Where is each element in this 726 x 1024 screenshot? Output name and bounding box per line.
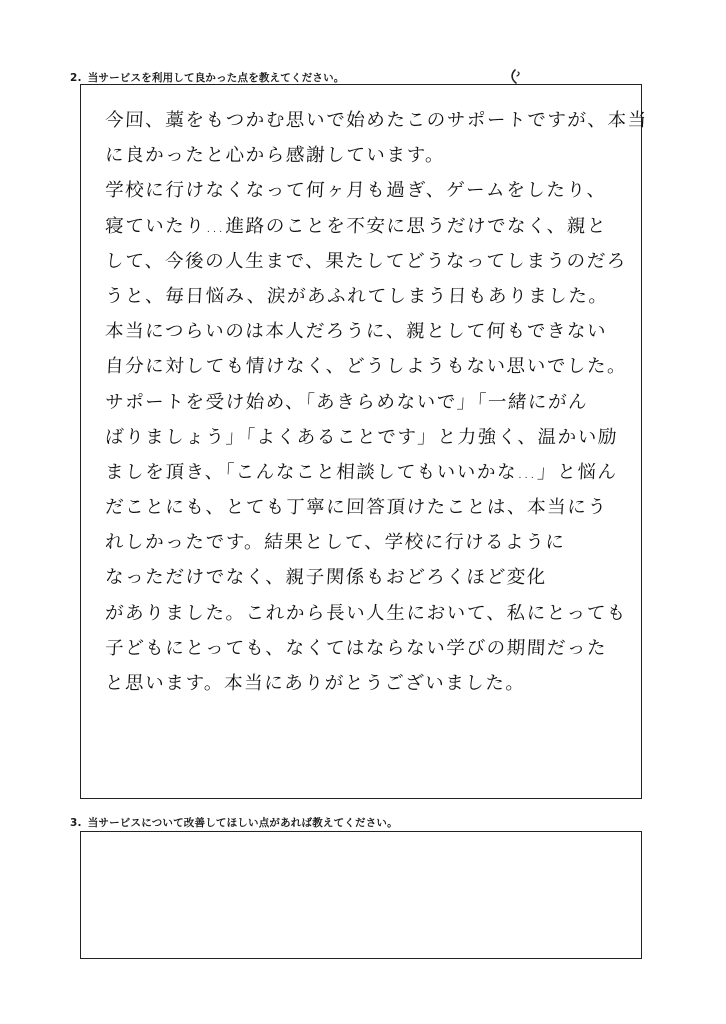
answer-line-5: して、今後の人生まで、果たしてどうなってしまうのだろ xyxy=(104,250,628,272)
question-2-label xyxy=(70,70,345,85)
answer-line-15: がありました。これから長い人生において、私にとっても xyxy=(104,602,628,624)
answer-box-question-2 xyxy=(80,84,649,799)
answer-line-2: に良かったと心から感謝しています。 xyxy=(104,145,446,167)
answer-line-12: だことにも、とても丁寧に回答頂けたことは、本当にう xyxy=(104,497,609,519)
answer-box-question-3 xyxy=(80,831,642,959)
answer-line-8: 自分に対しても情けなく、どうしようもない思いでした。 xyxy=(104,356,628,378)
handwritten-answer xyxy=(81,103,649,701)
answer-line-11: ましを頂き、「こんなこと相談してもいいかな…」と悩ん xyxy=(104,461,619,483)
answer-line-4: 寝ていたり…進路のことを不安に思うだけでなく、親と xyxy=(104,215,608,237)
answer-line-13: れしかったです。結果として、学校に行けるように xyxy=(104,532,567,554)
question-3-label xyxy=(70,815,398,830)
answer-line-9: サポートを受け始め、「あきらめないで」「一緒にがん xyxy=(104,391,589,413)
answer-line-1: 今回、藁をもつかむ思いで始めたこのサポートですが、本当 xyxy=(104,110,649,131)
question-3-text: 当サービスについて改善してほしい点があれば教えてください。 xyxy=(87,817,398,829)
answer-line-6: うと、毎日悩み、涙があふれてしまう日もありました。 xyxy=(104,285,610,307)
answer-line-16: 子どもにとっても、なくてはならない学びの期間だった xyxy=(104,637,608,659)
question-3-number: 3. xyxy=(70,817,82,829)
question-2-number: 2. xyxy=(70,72,82,84)
answer-line-10: ばりましょう」「よくあることです」と力強く、温かい励 xyxy=(104,426,619,448)
answer-line-14: なっただけでなく、親子関係もおどろくほど変化 xyxy=(104,567,548,589)
question-2-text: 当サービスを利用して良かった点を教えてください。 xyxy=(87,72,345,84)
answer-line-3: 学校に行けなくなって何ヶ月も過ぎ、ゲームをしたり、 xyxy=(104,180,608,202)
stray-pen-mark xyxy=(509,69,523,85)
answer-line-17: と思います。本当にありがとうございました。 xyxy=(104,673,527,694)
answer-line-7: 本当につらいのは本人だろうに、親として何もできない xyxy=(104,321,608,343)
